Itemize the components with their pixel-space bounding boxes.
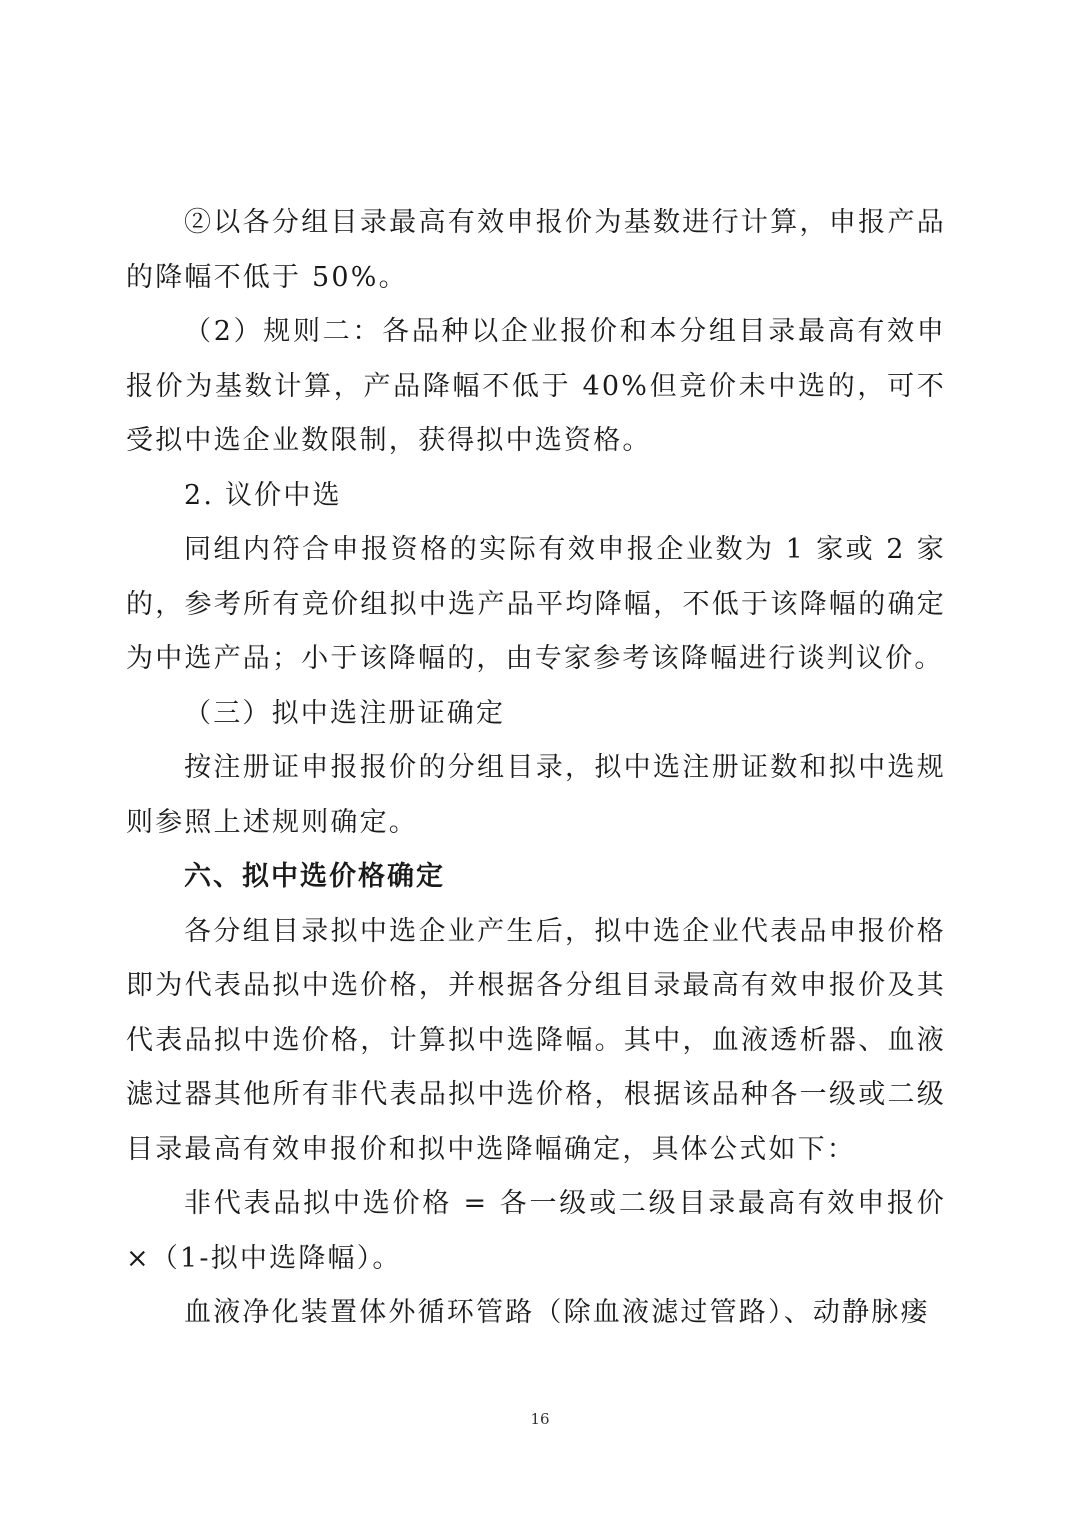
rule2: （2）规则二：各品种以企业报价和本分组目录最高有效申报价为基数计算，产品降幅不低于 40%但竞价未中选的，可不受拟中选企业数限制，获得拟中选资格。	[126, 316, 946, 456]
price-body: 各分组目录拟中选企业产生后，拟中选企业代表品申报价格即为代表品拟中选价格，并根据各分组目录最高有效申报价及其代表品拟中选价格，计算拟中选降幅。其中，血液透析器、血液滤过器其他所有非代表品拟中选价格，根据该品种各一级或二级目录最高有效申报价和拟中选降幅确定，具体公式如下：	[126, 915, 946, 1165]
negotiated-selection-body: 同组内符合申报资格的实际有效申报企业数为 1 家或 2 家的，参考所有竞价组拟中选产品平均降幅，不低于该降幅的确定为中选产品；小于该降幅的，由专家参考该降幅进行谈判议价。	[126, 534, 946, 674]
blood-purification-body: 血液净化装置体外循环管路（除血液滤过管路）、动静脉瘘	[184, 1297, 930, 1328]
section-six-price: 六、拟中选价格确定	[184, 861, 445, 892]
registration-certificate-body: 按注册证申报报价的分组目录，拟中选注册证数和拟中选规则参照上述规则确定。	[126, 752, 946, 838]
rule1-item2: ②以各分组目录最高有效申报价为基数进行计算，申报产品的降幅不低于 50%。	[126, 207, 946, 293]
document-body	[126, 196, 946, 1341]
price-formula: 非代表品拟中选价格 = 各一级或二级目录最高有效申报价 ×（1-拟中选降幅）。	[126, 1188, 946, 1274]
page-number: 16	[530, 1410, 550, 1428]
section-negotiated-selection: 2. 议价中选	[184, 479, 342, 511]
section-registration-certificate: （三）拟中选注册证确定	[184, 697, 506, 729]
